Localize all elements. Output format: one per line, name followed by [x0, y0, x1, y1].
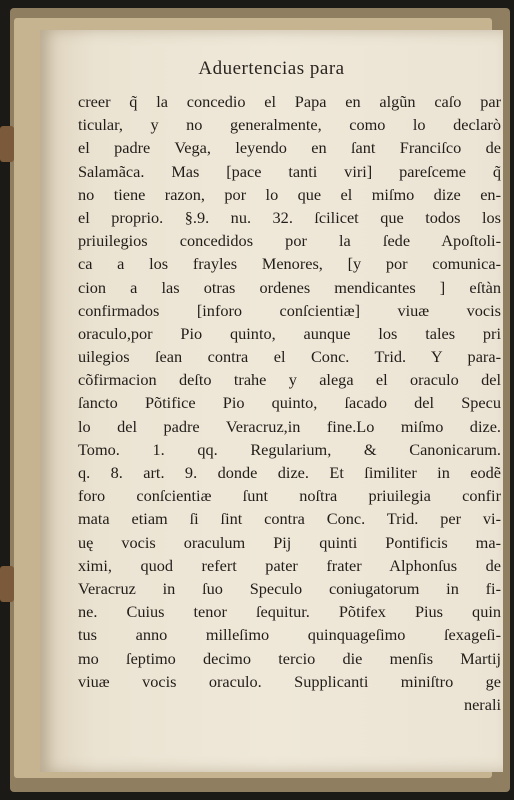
ribbon-top	[0, 126, 14, 162]
text-line: no tiene razon, por lo que el miſmo dize en-	[78, 184, 501, 204]
text-line: viuæ vocis oraculo. Supplicanti miniſtro ge	[78, 671, 501, 691]
running-header: Aduertencias para	[198, 58, 345, 79]
text-line: ſancto Põtifice Pio quinto, ſacado del Specu	[78, 393, 501, 413]
text-line: oraculo,por Pio quinto, aunque los tales pri	[78, 323, 501, 343]
text-line: mo ſeptimo decimo tercio die menſis Martij	[78, 648, 501, 668]
text-line: ximi, quod refert pater frater Alphonſus de	[78, 555, 501, 575]
text-line: uilegios ſean contra el Conc. Trid. Y para-	[78, 347, 501, 367]
text-line: el proprio. §.9. nu. 32. ſcilicet que todos los	[78, 207, 501, 227]
text-line: creer q̃ la concedio el Papa en algũn caſo par	[78, 92, 501, 111]
text-line: cõfirmacion deſto trahe y alega el oraculo del	[78, 370, 501, 390]
text-line: tus anno milleſimo quinquageſimo ſexageſi-	[78, 625, 501, 645]
text-line: foro conſcientiæ ſunt noſtra priuilegia confir	[78, 486, 501, 506]
text-line: Tomo. 1. qq. Regularium, & Canonicarum.	[78, 439, 501, 459]
text-line: Veracruz in ſuo Speculo coniugatorum in fi-	[78, 578, 501, 598]
text-line: ca a los frayles Menores, [y por comunica-	[78, 254, 501, 274]
text-line: uę vocis oraculum Pij quinti Pontificis ma-	[78, 532, 501, 552]
text-line: nerali	[463, 694, 501, 714]
text-line: Salamãca. Mas [pace tanti viri] pareſceme q̃	[78, 161, 501, 181]
text-line: lo del padre Veracruz,in fine.Lo miſmo dize.	[78, 416, 501, 436]
ribbon-bottom	[0, 566, 14, 602]
text-line: priuilegios concedidos por la ſede Apoſtoli-	[78, 231, 501, 251]
text-line: cion a las otras ordenes mendicantes ] eſtàn	[78, 277, 501, 297]
text-line: ticular, y no generalmente, como lo declarò	[78, 115, 501, 135]
text-line: ne. Cuius tenor ſequitur. Põtifex Pius quin	[78, 602, 501, 622]
page-body-text	[78, 90, 501, 716]
text-line: confirmados [inforo conſcientiæ] viuæ vocis	[78, 300, 501, 320]
text-line: el padre Vega, leyendo en ſant Franciſco de	[78, 138, 501, 158]
text-line: mata etiam ſi ſint contra Conc. Trid. per vi-	[78, 509, 501, 529]
text-line: q. 8. art. 9. donde dize. Et ſimiliter in eodẽ	[78, 463, 501, 482]
